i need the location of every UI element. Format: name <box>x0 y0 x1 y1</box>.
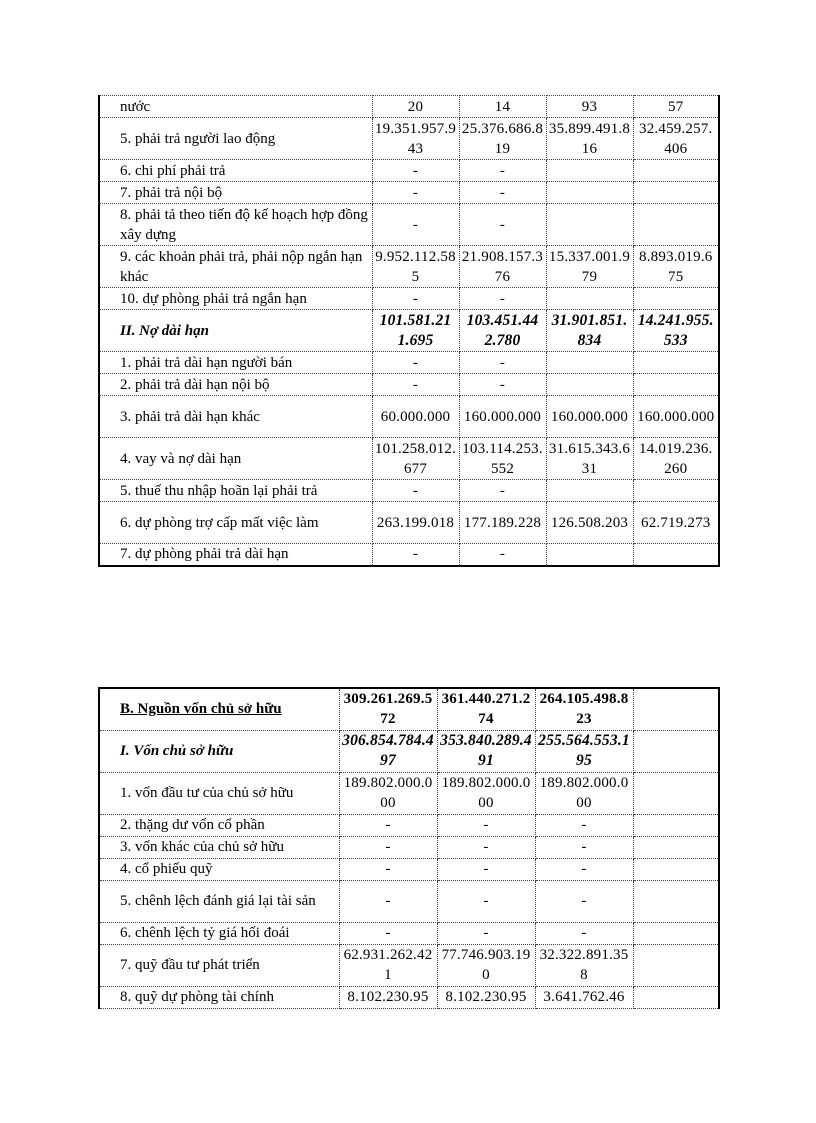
table-row <box>99 204 719 246</box>
row-label-text: 1. vốn đầu tư của chủ sở hữu <box>120 785 294 801</box>
value-cell: 160.000.000 <box>546 396 633 438</box>
row-label <box>99 880 339 922</box>
value-cell: - <box>372 182 459 204</box>
value-cell: - <box>437 858 535 880</box>
row-label-text: 2. thặng dư vốn cổ phần <box>120 817 265 833</box>
value-cell: 8.893.019.675 <box>633 246 719 288</box>
row-label-text: II. Nợ dài hạn <box>120 322 209 339</box>
table-row <box>99 160 719 182</box>
table-row <box>99 730 719 772</box>
row-label <box>99 438 372 480</box>
table-row <box>99 438 719 480</box>
value-cell: 177.189.228 <box>459 502 546 544</box>
value-cell <box>546 352 633 374</box>
value-cell: 35.899.491.816 <box>546 118 633 160</box>
row-label-text: 4. vay và nợ dài hạn <box>120 450 242 467</box>
value-cell: - <box>437 814 535 836</box>
value-cell <box>546 204 633 246</box>
value-cell: - <box>339 858 437 880</box>
row-label <box>99 922 339 944</box>
row-label <box>99 396 372 438</box>
value-cell: - <box>459 374 546 396</box>
value-cell: - <box>372 374 459 396</box>
table-row <box>99 96 719 118</box>
row-label-text: 5. chênh lệch đánh giá lại tài sản <box>120 893 316 909</box>
table-row <box>99 480 719 502</box>
value-cell: 3.641.762.46 <box>535 986 633 1008</box>
row-label-text: 5. phải trả người lao động <box>120 130 276 147</box>
row-label-text: 6. chi phí phải trả <box>120 162 226 179</box>
row-label-text: B. Nguồn vốn chủ sở hữu <box>120 701 282 718</box>
value-cell: 25.376.686.819 <box>459 118 546 160</box>
value-cell: - <box>339 814 437 836</box>
value-cell <box>633 858 719 880</box>
row-label-text: 3. vốn khác của chủ sở hữu <box>120 839 284 855</box>
row-label-text: 7. dự phòng phải trả dài hạn <box>120 546 289 563</box>
value-cell: - <box>459 204 546 246</box>
table-row <box>99 310 719 352</box>
value-cell: 189.802.000.000 <box>437 772 535 814</box>
row-label-text: 4. cổ phiếu quỹ <box>120 861 213 877</box>
table-row <box>99 502 719 544</box>
value-cell: 361.440.271.274 <box>437 688 535 730</box>
value-cell: 19.351.957.943 <box>372 118 459 160</box>
value-cell: 62.931.262.421 <box>339 944 437 986</box>
liabilities-table <box>98 95 720 567</box>
table-row <box>99 544 719 566</box>
row-label <box>99 374 372 396</box>
row-label <box>99 288 372 310</box>
row-label <box>99 204 372 246</box>
value-cell <box>633 480 719 502</box>
value-cell: 255.564.553.195 <box>535 730 633 772</box>
row-label <box>99 310 372 352</box>
value-cell <box>633 814 719 836</box>
row-label-text: 9. các khoản phải trả, phải nộp ngắn hạn khác <box>120 248 363 285</box>
value-cell: - <box>372 352 459 374</box>
value-cell: 309.261.269.572 <box>339 688 437 730</box>
table-row <box>99 246 719 288</box>
row-label-text: 8. quỹ dự phòng tài chính <box>120 989 274 1005</box>
row-label-text: 8. phải tả theo tiến độ kế hoạch hợp đồng xây dựng <box>120 206 368 243</box>
value-cell: 101.258.012.677 <box>372 438 459 480</box>
value-cell: - <box>459 480 546 502</box>
equity-table-body <box>99 688 719 1008</box>
value-cell: 9.952.112.585 <box>372 246 459 288</box>
row-label-text: I. Vốn chủ sở hữu <box>120 743 234 759</box>
value-cell: 306.854.784.497 <box>339 730 437 772</box>
value-cell: - <box>339 880 437 922</box>
value-cell: 93 <box>546 96 633 118</box>
value-cell: 353.840.289.491 <box>437 730 535 772</box>
value-cell <box>633 772 719 814</box>
table-row <box>99 836 719 858</box>
value-cell <box>633 288 719 310</box>
value-cell: - <box>459 182 546 204</box>
table-row <box>99 922 719 944</box>
value-cell <box>633 182 719 204</box>
value-cell <box>546 374 633 396</box>
row-label <box>99 986 339 1008</box>
table-row <box>99 814 719 836</box>
table-row <box>99 772 719 814</box>
value-cell: 8.102.230.95 <box>339 986 437 1008</box>
row-label-text: 7. phải trả nội bộ <box>120 184 223 201</box>
value-cell: - <box>535 922 633 944</box>
table-row <box>99 182 719 204</box>
value-cell: - <box>372 288 459 310</box>
row-label-text: 2. phải trả dài hạn nội bộ <box>120 376 270 393</box>
value-cell: - <box>437 836 535 858</box>
table-row <box>99 688 719 730</box>
table-row <box>99 986 719 1008</box>
row-label <box>99 96 372 118</box>
value-cell: - <box>535 836 633 858</box>
value-cell: 160.000.000 <box>459 396 546 438</box>
value-cell <box>633 922 719 944</box>
value-cell: - <box>372 480 459 502</box>
row-label <box>99 480 372 502</box>
value-cell: - <box>535 880 633 922</box>
table-row <box>99 118 719 160</box>
value-cell <box>633 688 719 730</box>
value-cell <box>633 986 719 1008</box>
value-cell <box>633 880 719 922</box>
table-row <box>99 880 719 922</box>
row-label-text: 6. dự phòng trợ cấp mất việc làm <box>120 514 319 531</box>
row-label-text: 3. phải trả dài hạn khác <box>120 408 260 425</box>
value-cell: - <box>372 544 459 566</box>
value-cell: - <box>437 922 535 944</box>
row-label <box>99 544 372 566</box>
value-cell: 31.901.851.834 <box>546 310 633 352</box>
value-cell: - <box>535 814 633 836</box>
value-cell: - <box>339 836 437 858</box>
value-cell: 57 <box>633 96 719 118</box>
table-row <box>99 944 719 986</box>
value-cell: 20 <box>372 96 459 118</box>
value-cell: 32.459.257.406 <box>633 118 719 160</box>
row-label <box>99 814 339 836</box>
value-cell: 103.114.253.552 <box>459 438 546 480</box>
value-cell: 8.102.230.95 <box>437 986 535 1008</box>
value-cell: 14 <box>459 96 546 118</box>
value-cell: 189.802.000.000 <box>535 772 633 814</box>
table-row <box>99 858 719 880</box>
value-cell: - <box>459 160 546 182</box>
value-cell: 14.019.236.260 <box>633 438 719 480</box>
row-label <box>99 118 372 160</box>
value-cell: - <box>372 204 459 246</box>
value-cell <box>633 204 719 246</box>
row-label <box>99 246 372 288</box>
value-cell: - <box>339 922 437 944</box>
equity-table <box>98 687 720 1009</box>
row-label <box>99 352 372 374</box>
row-label-text: 1. phải trả dài hạn người bán <box>120 354 293 371</box>
value-cell: 31.615.343.631 <box>546 438 633 480</box>
row-label-text: 10. dự phòng phải trả ngắn hạn <box>120 290 307 307</box>
value-cell <box>633 352 719 374</box>
row-label-text: nước <box>120 98 151 115</box>
value-cell: 14.241.955.533 <box>633 310 719 352</box>
value-cell: 101.581.211.695 <box>372 310 459 352</box>
value-cell: 263.199.018 <box>372 502 459 544</box>
value-cell: 21.908.157.376 <box>459 246 546 288</box>
row-label <box>99 944 339 986</box>
row-label <box>99 858 339 880</box>
value-cell: 77.746.903.190 <box>437 944 535 986</box>
value-cell: 264.105.498.823 <box>535 688 633 730</box>
value-cell: - <box>535 858 633 880</box>
value-cell <box>546 544 633 566</box>
row-label <box>99 182 372 204</box>
row-label-text: 6. chênh lệch tỷ giá hối đoái <box>120 925 290 941</box>
row-label <box>99 772 339 814</box>
row-label <box>99 502 372 544</box>
value-cell: 15.337.001.979 <box>546 246 633 288</box>
row-label <box>99 836 339 858</box>
value-cell: - <box>437 880 535 922</box>
row-label-text: 5. thuế thu nhập hoãn lại phải trả <box>120 482 318 499</box>
value-cell <box>633 544 719 566</box>
value-cell: 62.719.273 <box>633 502 719 544</box>
value-cell <box>633 944 719 986</box>
value-cell: 189.802.000.000 <box>339 772 437 814</box>
value-cell: - <box>459 352 546 374</box>
liabilities-table-body <box>99 96 719 566</box>
value-cell: 60.000.000 <box>372 396 459 438</box>
value-cell <box>546 160 633 182</box>
value-cell <box>633 160 719 182</box>
table-row <box>99 288 719 310</box>
table-row <box>99 374 719 396</box>
value-cell <box>633 374 719 396</box>
value-cell <box>633 730 719 772</box>
value-cell <box>546 288 633 310</box>
value-cell: - <box>372 160 459 182</box>
value-cell: - <box>459 544 546 566</box>
value-cell: 160.000.000 <box>633 396 719 438</box>
value-cell: 126.508.203 <box>546 502 633 544</box>
row-label <box>99 730 339 772</box>
table-row <box>99 396 719 438</box>
row-label-text: 7. quỹ đầu tư phát triển <box>120 957 260 973</box>
value-cell: - <box>459 288 546 310</box>
value-cell <box>633 836 719 858</box>
row-label <box>99 160 372 182</box>
row-label <box>99 688 339 730</box>
table-row <box>99 352 719 374</box>
value-cell <box>546 480 633 502</box>
value-cell: 32.322.891.358 <box>535 944 633 986</box>
value-cell: 103.451.442.780 <box>459 310 546 352</box>
value-cell <box>546 182 633 204</box>
